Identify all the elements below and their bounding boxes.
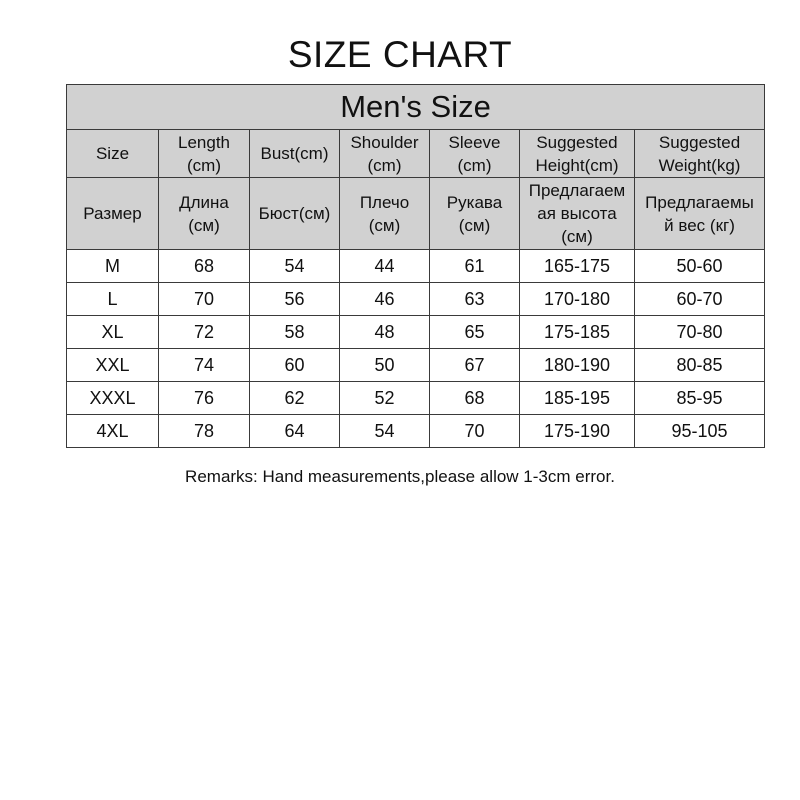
table-cell: 74 — [159, 349, 250, 382]
table-cell: 56 — [250, 283, 340, 316]
table-cell: 48 — [340, 316, 430, 349]
table-cell: 85-95 — [635, 382, 765, 415]
header-label: Suggested Weight(kg) — [658, 132, 741, 175]
table-cell: 70 — [159, 283, 250, 316]
header-label: Suggested Height(cm) — [535, 132, 619, 175]
table-cell: 58 — [250, 316, 340, 349]
header-label: Плечо (см) — [359, 192, 410, 235]
table-cell: 70-80 — [635, 316, 765, 349]
header-label: Length (cm) — [178, 132, 230, 175]
table-cell: 95-105 — [635, 415, 765, 448]
table-cell: 62 — [250, 382, 340, 415]
table-cell: 52 — [340, 382, 430, 415]
header-cell — [430, 130, 520, 178]
header-label: Sleeve (cm) — [448, 132, 501, 175]
table-cell: 170-180 — [520, 283, 635, 316]
table-cell: 46 — [340, 283, 430, 316]
table-cell: 68 — [159, 250, 250, 283]
header-label: Размер — [83, 204, 142, 223]
table-cell: 60 — [250, 349, 340, 382]
header-cell — [159, 130, 250, 178]
table-cell: 61 — [430, 250, 520, 283]
table-cell: 80-85 — [635, 349, 765, 382]
table-row — [67, 415, 765, 448]
table-cell: 64 — [250, 415, 340, 448]
table-cell: 78 — [159, 415, 250, 448]
table-cell: 175-185 — [520, 316, 635, 349]
table-cell: 54 — [250, 250, 340, 283]
table-row — [67, 283, 765, 316]
table-cell: 44 — [340, 250, 430, 283]
header-label: Длина (см) — [179, 192, 229, 235]
table-cell: 72 — [159, 316, 250, 349]
table-cell: M — [67, 250, 159, 283]
remarks-note: Remarks: Hand measurements,please allow 1-3cm error. — [185, 467, 615, 486]
header-row-english — [67, 130, 765, 178]
table-cell: 175-190 — [520, 415, 635, 448]
header-cell — [67, 130, 159, 178]
header-label: Bust(cm) — [260, 144, 329, 163]
table-row — [67, 316, 765, 349]
header-row-russian — [67, 178, 765, 250]
header-cell — [250, 178, 340, 250]
header-label: Рукава (см) — [446, 192, 503, 235]
header-cell — [67, 178, 159, 250]
header-cell — [520, 178, 635, 250]
header-label: Предлагаемы й вес (кг) — [645, 192, 754, 235]
header-label: Предлагаем ая высота (см) — [528, 181, 626, 246]
header-cell — [520, 130, 635, 178]
table-cell: L — [67, 283, 159, 316]
table-row — [67, 349, 765, 382]
table-cell: XXL — [67, 349, 159, 382]
table-caption-row — [67, 85, 765, 130]
table-cell: 68 — [430, 382, 520, 415]
header-cell — [635, 130, 765, 178]
table-cell: 54 — [340, 415, 430, 448]
table-caption: Men's Size — [67, 85, 765, 130]
table-cell: 180-190 — [520, 349, 635, 382]
table-cell: XL — [67, 316, 159, 349]
header-cell — [159, 178, 250, 250]
table-row — [67, 382, 765, 415]
table-cell: 70 — [430, 415, 520, 448]
table-cell: 60-70 — [635, 283, 765, 316]
header-cell — [340, 178, 430, 250]
table-cell: 67 — [430, 349, 520, 382]
table-cell: 185-195 — [520, 382, 635, 415]
table-cell: 76 — [159, 382, 250, 415]
page-title: SIZE CHART — [287, 34, 513, 75]
table-cell: XXXL — [67, 382, 159, 415]
table-cell: 165-175 — [520, 250, 635, 283]
header-cell — [635, 178, 765, 250]
table-cell: 63 — [430, 283, 520, 316]
table-cell: 65 — [430, 316, 520, 349]
table-row — [67, 250, 765, 283]
table-cell: 50-60 — [635, 250, 765, 283]
header-cell — [430, 178, 520, 250]
header-cell — [250, 130, 340, 178]
table-cell: 50 — [340, 349, 430, 382]
size-table — [66, 84, 765, 448]
header-label: Бюст(см) — [258, 204, 331, 223]
header-cell — [340, 130, 430, 178]
table-cell: 4XL — [67, 415, 159, 448]
header-label: Size — [95, 144, 130, 163]
header-label: Shoulder (cm) — [350, 132, 419, 175]
